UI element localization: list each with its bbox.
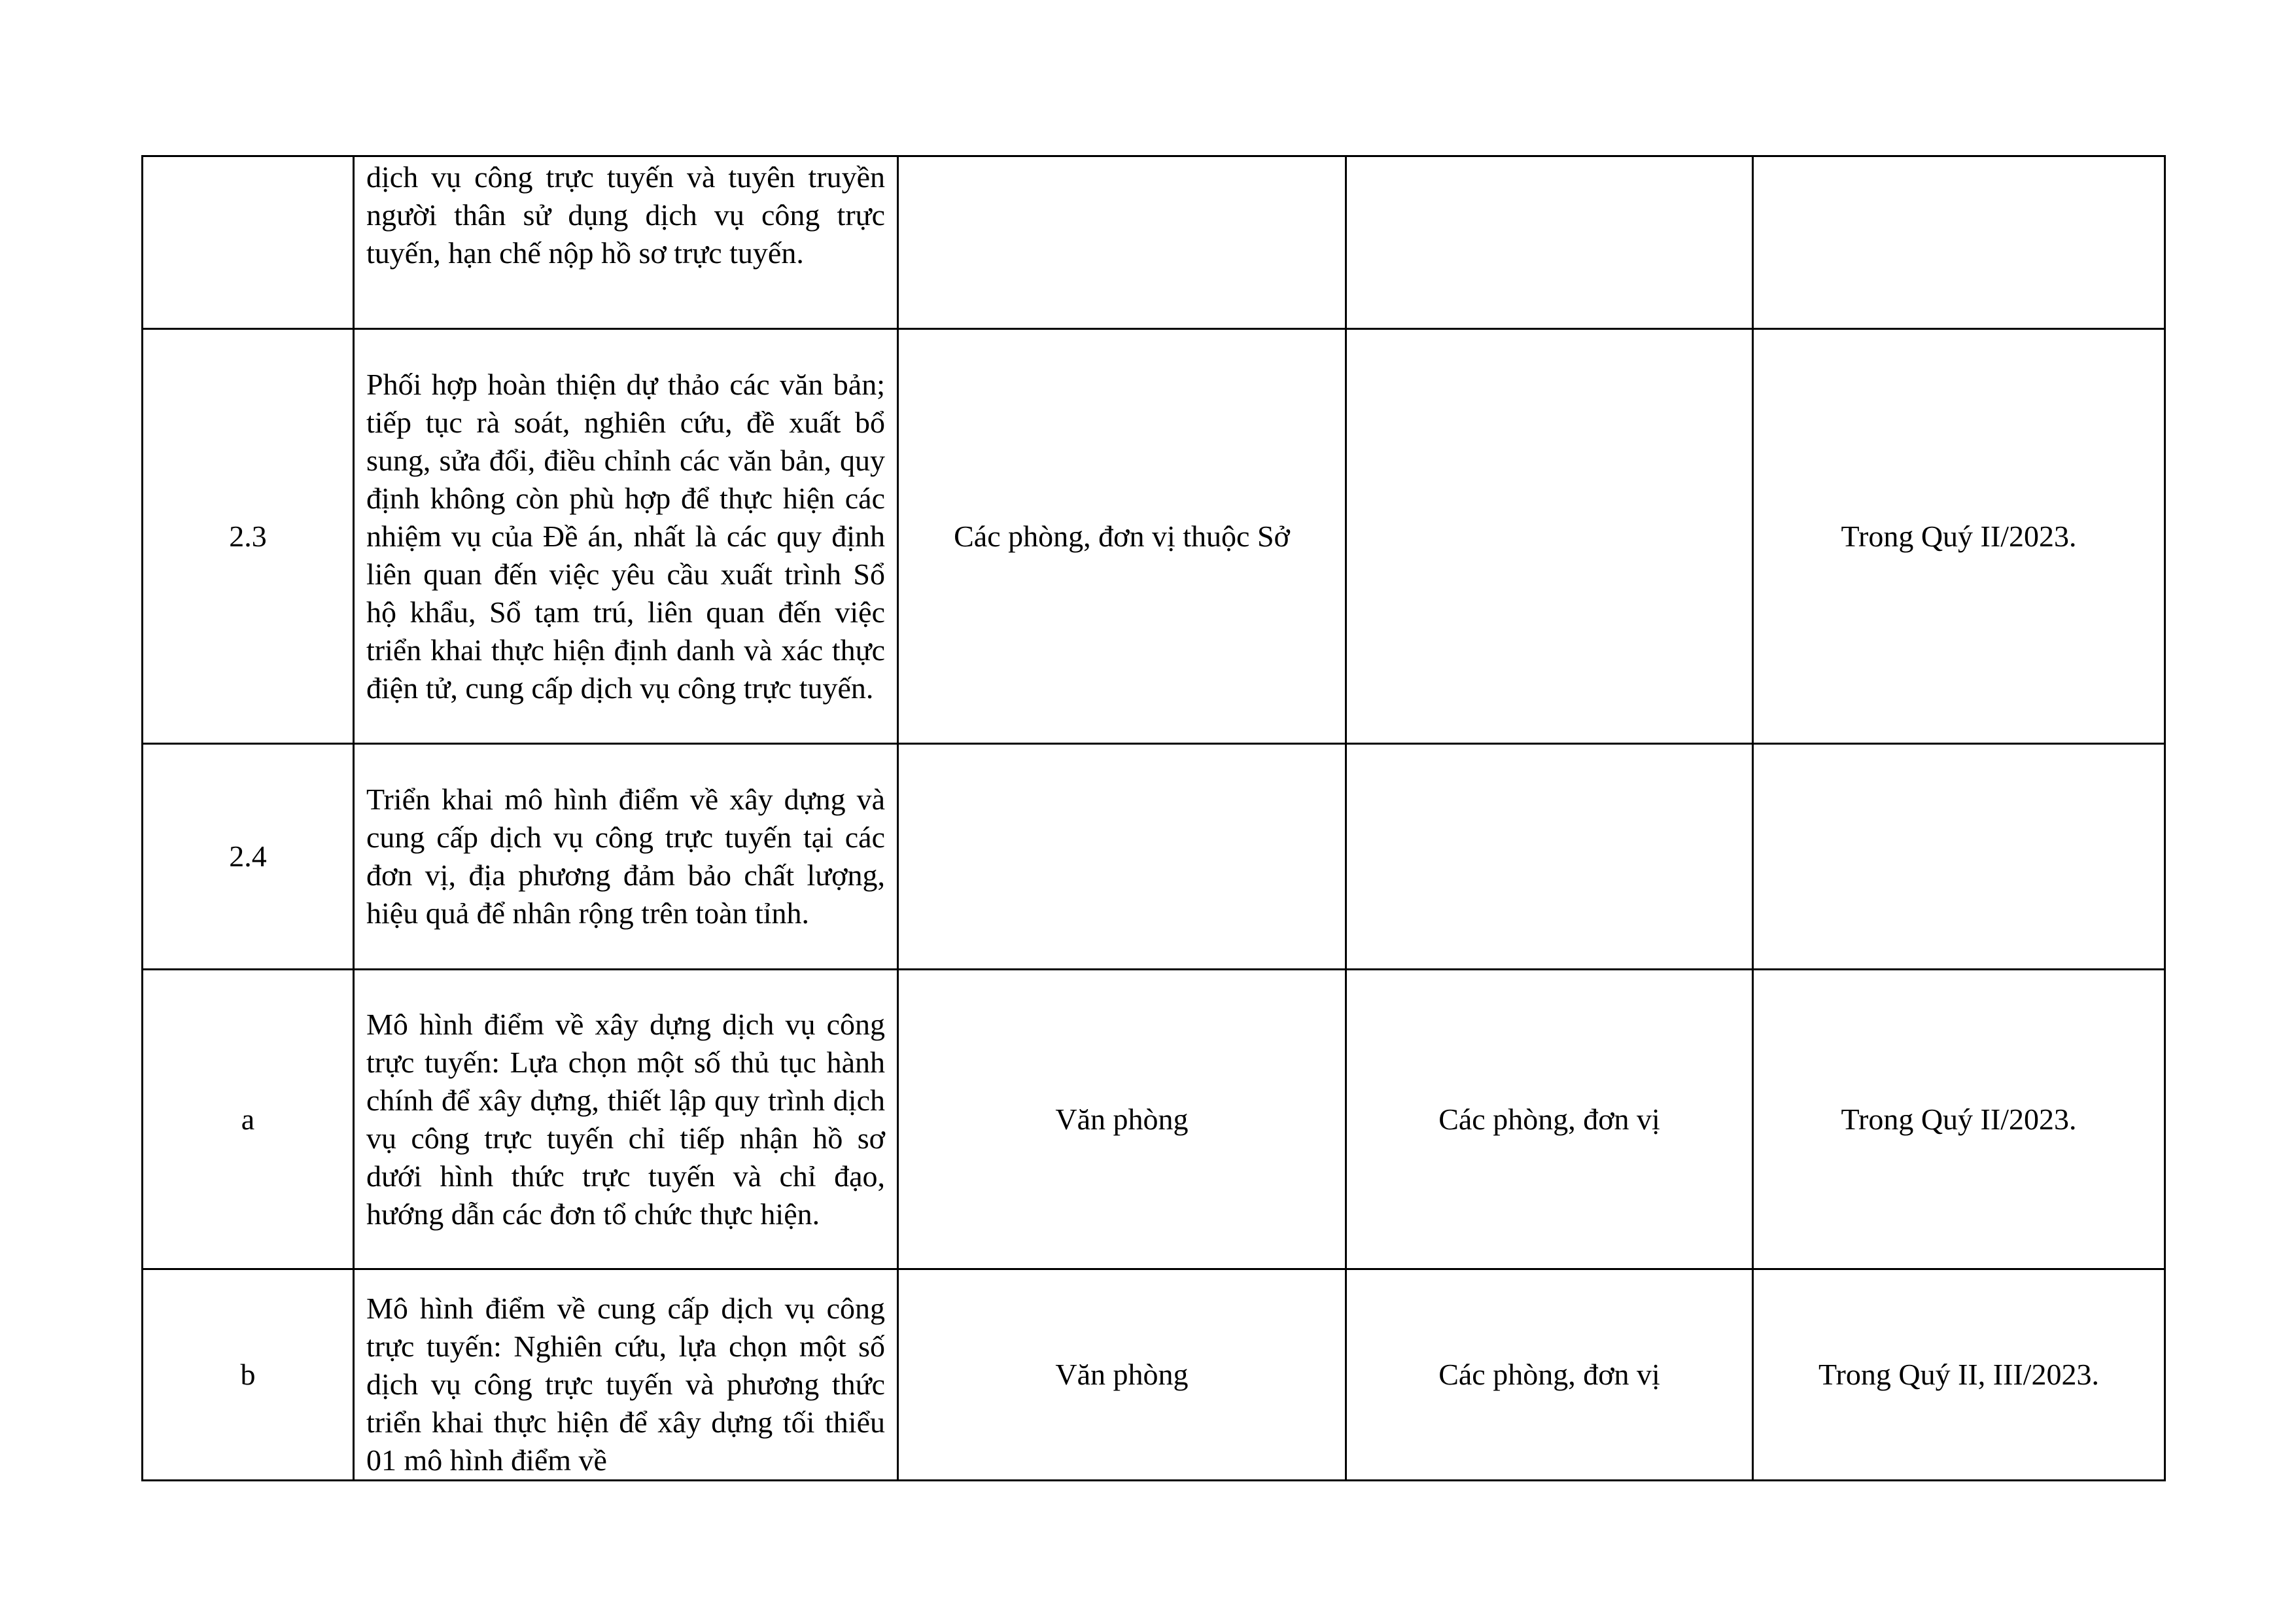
cooperating-unit <box>1346 156 1753 329</box>
table-row <box>143 970 2165 1269</box>
cooperating-unit <box>1346 329 1753 744</box>
completion-time <box>1753 156 2165 329</box>
task-description: Mô hình điểm về xây dựng dịch vụ công trực tuyến: Lựa chọn một số thủ tục hành chính để xây dựng, thiết lập quy trình dịch vụ công trực tuyến chỉ tiếp nhận hồ sơ dưới hình thức trực tuyến và chỉ đạo, hướng dẫn các đơn tổ chức thực hiện. <box>354 970 898 1269</box>
task-description: Triển khai mô hình điểm về xây dựng và cung cấp dịch vụ công trực tuyến tại các đơn vị, địa phương đảm bảo chất lượng, hiệu quả để nhân rộng trên toàn tỉnh. <box>354 744 898 970</box>
task-number <box>143 156 354 329</box>
completion-time: Trong Quý II/2023. <box>1753 329 2165 744</box>
lead-unit: Văn phòng <box>898 970 1346 1269</box>
table-row <box>143 1269 2165 1481</box>
task-number: 2.4 <box>143 744 354 970</box>
task-number: b <box>143 1269 354 1481</box>
completion-time <box>1753 744 2165 970</box>
cooperating-unit: Các phòng, đơn vị <box>1346 1269 1753 1481</box>
table-row <box>143 329 2165 744</box>
task-description: dịch vụ công trực tuyến và tuyên truyền người thân sử dụng dịch vụ công trực tuyến, hạn chế nộp hồ sơ trực tuyến. <box>354 156 898 329</box>
task-description: Phối hợp hoàn thiện dự thảo các văn bản; tiếp tục rà soát, nghiên cứu, đề xuất bổ sung, sửa đổi, điều chỉnh các văn bản, quy định không còn phù hợp để thực hiện các nhiệm vụ của Đề án, nhất là các quy định liên quan đến việc yêu cầu xuất trình Sổ hộ khẩu, Sổ tạm trú, liên quan đến việc triển khai thực hiện định danh và xác thực điện tử, cung cấp dịch vụ công trực tuyến. <box>354 329 898 744</box>
lead-unit <box>898 744 1346 970</box>
completion-time: Trong Quý II/2023. <box>1753 970 2165 1269</box>
table-row <box>143 744 2165 970</box>
cooperating-unit: Các phòng, đơn vị <box>1346 970 1753 1269</box>
lead-unit: Các phòng, đơn vị thuộc Sở <box>898 329 1346 744</box>
completion-time: Trong Quý II, III/2023. <box>1753 1269 2165 1481</box>
task-description: Mô hình điểm về cung cấp dịch vụ công trực tuyến: Nghiên cứu, lựa chọn một số dịch vụ công trực tuyến và phương thức triển khai thực hiện để xây dựng tối thiểu 01 mô hình điểm về <box>354 1269 898 1481</box>
task-number: 2.3 <box>143 329 354 744</box>
lead-unit <box>898 156 1346 329</box>
task-number: a <box>143 970 354 1269</box>
task-table <box>141 155 2166 1481</box>
table-row <box>143 156 2165 329</box>
cooperating-unit <box>1346 744 1753 970</box>
lead-unit: Văn phòng <box>898 1269 1346 1481</box>
